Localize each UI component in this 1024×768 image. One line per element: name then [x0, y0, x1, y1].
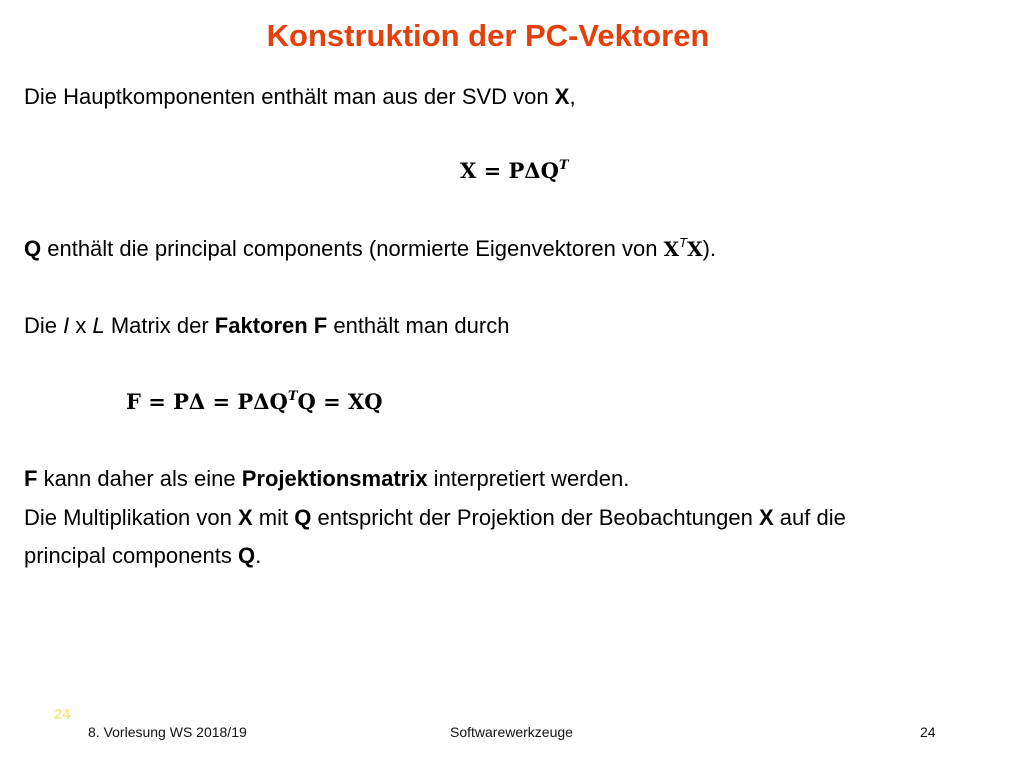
- text-span: x: [69, 313, 93, 338]
- text-span: interpretiert werden.: [427, 466, 630, 491]
- equation-svd: [460, 156, 569, 186]
- bold-text: F: [24, 466, 38, 491]
- equation-text: F = PΔ = PΔQ: [126, 389, 288, 414]
- superscript: T: [558, 158, 569, 173]
- slide-title: Konstruktion der PC-Vektoren: [266, 18, 710, 53]
- text-span: Die Multiplikation von: [24, 505, 238, 530]
- text-span: enthält man durch: [327, 313, 510, 338]
- inline-math: X: [663, 237, 680, 261]
- text-span: mit: [252, 505, 295, 530]
- text-span: principal components: [24, 543, 239, 568]
- ghost-slide-number: 24: [54, 706, 71, 723]
- bold-text: X: [758, 505, 774, 530]
- equation-factors: [126, 387, 383, 417]
- equation-text: Q = XQ: [297, 389, 383, 414]
- footer-course: Softwarewerkzeuge: [450, 724, 573, 740]
- superscript: T: [287, 389, 298, 404]
- text-line-4: [24, 464, 629, 494]
- bold-text: X: [554, 84, 570, 109]
- text-line-2: [24, 234, 716, 264]
- text-span: entspricht der Projektion der Beobachtungen: [311, 505, 759, 530]
- text-span: auf die: [773, 505, 846, 530]
- italic-text: I: [63, 313, 70, 338]
- bold-text: X: [237, 505, 253, 530]
- bold-text: Projektionsmatrix: [241, 466, 428, 491]
- italic-text: L: [92, 313, 105, 338]
- bold-text: Q: [294, 505, 312, 530]
- superscript: T: [679, 235, 688, 250]
- text-line-5: [24, 503, 846, 533]
- text-line-1: [24, 82, 576, 112]
- footer-lecture: 8. Vorlesung WS 2018/19: [88, 724, 247, 740]
- footer-page-number: 24: [920, 724, 936, 740]
- text-span: ,: [569, 84, 576, 109]
- text-span: Matrix der: [104, 313, 215, 338]
- text-span: Die: [24, 313, 64, 338]
- text-line-6: [24, 541, 261, 571]
- text-span: .: [255, 543, 262, 568]
- text-span: kann daher als eine: [37, 466, 242, 491]
- bold-text: Q: [238, 543, 256, 568]
- inline-math: X: [687, 237, 703, 261]
- bold-text: Faktoren F: [214, 313, 328, 338]
- text-span: Die Hauptkomponenten enthält man aus der SVD von: [24, 84, 555, 109]
- bold-text: Q: [24, 236, 42, 261]
- text-span: enthält die principal components (normierte Eigenvektoren von: [41, 236, 664, 261]
- equation-text: X = PΔQ: [460, 158, 559, 183]
- text-span: ).: [702, 236, 717, 261]
- text-line-3: [24, 311, 509, 341]
